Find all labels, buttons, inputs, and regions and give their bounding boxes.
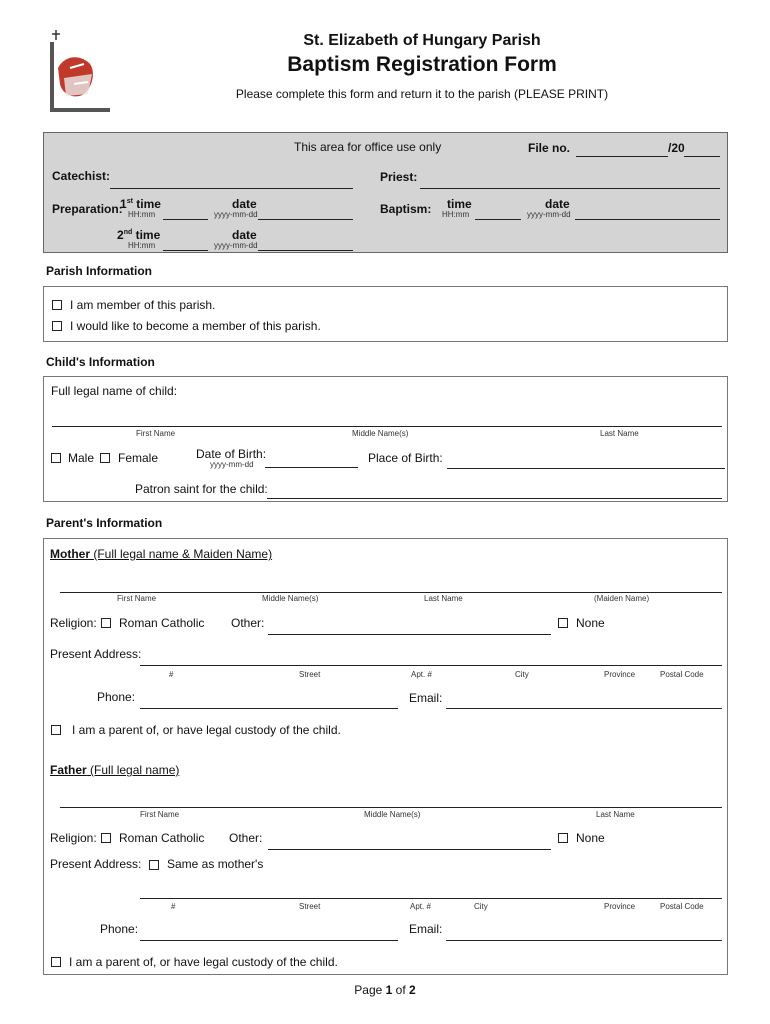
mother-none-checkbox[interactable] [558, 618, 568, 628]
dob-hint: yyyy-mm-dd [210, 460, 254, 469]
father-roman-catholic-label: Roman Catholic [119, 831, 205, 845]
mother-addr-province-caption: Province [604, 670, 636, 679]
priest-field[interactable] [420, 188, 720, 189]
same-as-mother-label: Same as mother's [167, 857, 264, 871]
father-religion-label: Religion: [50, 831, 97, 845]
child-info-heading: Child's Information [46, 355, 155, 369]
mother-email-label: Email: [409, 691, 443, 705]
child-full-name-field[interactable] [52, 426, 722, 427]
dob-label: Date of Birth: [196, 447, 267, 461]
father-addr-street-caption: Street [299, 902, 321, 911]
father-phone-label: Phone: [100, 922, 139, 936]
prep-second-date-field[interactable] [258, 250, 353, 251]
parish-info-heading: Parish Information [46, 264, 153, 278]
father-custody-label: I am a parent of, or have legal custody of the child. [69, 955, 338, 969]
mother-middle-name-caption: Middle Name(s) [262, 594, 319, 603]
baptism-time-field[interactable] [475, 219, 521, 220]
mother-custody-checkbox[interactable] [51, 725, 61, 735]
father-none-checkbox[interactable] [558, 833, 568, 843]
parish-info-box [43, 286, 728, 342]
prep-first-time-word: time [132, 197, 161, 211]
priest-label: Priest: [380, 170, 418, 184]
parish-member-label: I am member of this parish. [70, 298, 216, 312]
child-full-name-label: Full legal name of child: [51, 384, 178, 398]
father-none-label: None [576, 831, 605, 845]
father-other-religion-field[interactable] [268, 849, 551, 850]
mother-title: Mother [50, 547, 90, 561]
mother-addr-street-caption: Street [299, 670, 321, 679]
father-address-label: Present Address: [50, 857, 142, 871]
mother-email-field[interactable] [446, 708, 722, 709]
mother-roman-catholic-label: Roman Catholic [119, 616, 205, 630]
file-no-label: File no. [528, 141, 570, 155]
mother-name-field[interactable] [60, 592, 722, 593]
office-heading: This area for office use only [294, 140, 442, 154]
form-instructions: Please complete this form and return it to the parish (PLEASE PRINT) [235, 87, 609, 101]
female-checkbox[interactable] [100, 453, 110, 463]
baptism-time-label: time [447, 197, 472, 211]
female-label: Female [118, 451, 159, 465]
file-no-year-field[interactable] [684, 156, 720, 157]
mother-none-label: None [576, 616, 605, 630]
father-addr-province-caption: Province [604, 902, 636, 911]
baptism-date-field[interactable] [575, 219, 720, 220]
catechist-field[interactable] [110, 188, 353, 189]
parents-info-heading: Parent's Information [46, 516, 163, 530]
mother-first-name-caption: First Name [117, 594, 157, 603]
father-addr-city-caption: City [474, 902, 488, 911]
prep-first-date-hint: yyyy-mm-dd [214, 210, 258, 219]
baptism-date-hint: yyyy-mm-dd [527, 210, 571, 219]
mother-maiden-name-caption: (Maiden Name) [594, 594, 650, 603]
pob-field[interactable] [447, 468, 725, 469]
father-phone-field[interactable] [140, 940, 398, 941]
page-number [0, 984, 770, 996]
father-addr-num-caption: # [171, 902, 176, 911]
male-checkbox[interactable] [51, 453, 61, 463]
prep-second-time-word: time [132, 228, 161, 242]
baptism-time-hint: HH:mm [442, 210, 470, 219]
parish-name: St. Elizabeth of Hungary Parish [303, 32, 541, 49]
male-label: Male [68, 451, 95, 465]
child-middle-name-caption: Middle Name(s) [352, 429, 409, 438]
same-as-mother-checkbox[interactable] [149, 860, 159, 870]
mother-other-label: Other: [231, 616, 265, 630]
mother-phone-label: Phone: [97, 690, 136, 704]
baptism-label: Baptism: [380, 202, 432, 216]
file-no-field[interactable] [576, 156, 668, 157]
mother-address-label: Present Address: [50, 647, 142, 661]
prep-first-ordinal: 1 [120, 197, 127, 211]
form-title: Baptism Registration Form [287, 53, 557, 76]
pob-label: Place of Birth: [368, 451, 443, 465]
parish-join-label: I would like to become a member of this parish. [70, 319, 321, 333]
father-other-label: Other: [229, 831, 263, 845]
parish-member-checkbox[interactable] [52, 300, 62, 310]
mother-addr-num-caption: # [169, 670, 174, 679]
page-of: of [392, 983, 410, 997]
father-addr-postal-caption: Postal Code [660, 902, 704, 911]
father-addr-apt-caption: Apt. # [410, 902, 431, 911]
prep-second-date-label: date [232, 228, 257, 242]
father-subtitle: (Full legal name) [86, 763, 180, 777]
prep-first-date-field[interactable] [258, 219, 353, 220]
prep-second-time-hint: HH:mm [128, 241, 156, 250]
father-last-name-caption: Last Name [596, 810, 635, 819]
father-name-field[interactable] [60, 807, 722, 808]
mother-religion-label: Religion: [50, 616, 97, 630]
father-email-field[interactable] [446, 940, 722, 941]
prep-second-sup: nd [123, 229, 133, 236]
prep-second-ordinal: 2 [117, 228, 124, 242]
father-title: Father [50, 763, 87, 777]
prep-second-time-label [117, 229, 160, 241]
page-current: 1 [385, 983, 393, 997]
dob-field[interactable] [265, 467, 358, 468]
parish-join-checkbox[interactable] [52, 321, 62, 331]
mother-heading [50, 548, 272, 560]
father-email-label: Email: [409, 922, 443, 936]
prep-second-date-hint: yyyy-mm-dd [214, 241, 258, 250]
father-heading [50, 764, 179, 776]
father-first-name-caption: First Name [140, 810, 180, 819]
patron-saint-label: Patron saint for the child: [135, 482, 268, 496]
mother-custody-label: I am a parent of, or have legal custody of the child. [72, 723, 341, 737]
mother-addr-city-caption: City [515, 670, 529, 679]
mother-addr-postal-caption: Postal Code [660, 670, 704, 679]
father-roman-catholic-checkbox[interactable] [101, 833, 111, 843]
patron-saint-field[interactable] [267, 498, 722, 499]
page-total: 2 [409, 983, 416, 997]
father-address-field[interactable] [140, 898, 722, 899]
prep-first-date-label: date [232, 197, 257, 211]
prep-first-sup: st [126, 198, 133, 205]
child-first-name-caption: First Name [136, 429, 176, 438]
file-no-year-label: /20 [668, 141, 685, 155]
prep-first-time-hint: HH:mm [128, 210, 156, 219]
catechist-label: Catechist: [52, 169, 111, 183]
baptism-date-label: date [545, 197, 570, 211]
mother-other-religion-field[interactable] [268, 634, 551, 635]
prep-first-time-field[interactable] [163, 219, 208, 220]
mother-subtitle: (Full legal name & Maiden Name) [90, 547, 273, 561]
child-last-name-caption: Last Name [600, 429, 639, 438]
page-word: Page [354, 983, 386, 997]
father-middle-name-caption: Middle Name(s) [364, 810, 421, 819]
prep-second-time-field[interactable] [163, 250, 208, 251]
mother-last-name-caption: Last Name [424, 594, 463, 603]
mother-phone-field[interactable] [140, 708, 398, 709]
father-custody-checkbox[interactable] [51, 957, 61, 967]
prep-first-time-label [120, 198, 161, 210]
preparation-label: Preparation: [52, 202, 123, 216]
mother-roman-catholic-checkbox[interactable] [101, 618, 111, 628]
mother-address-field[interactable] [140, 665, 722, 666]
mother-addr-apt-caption: Apt. # [411, 670, 432, 679]
